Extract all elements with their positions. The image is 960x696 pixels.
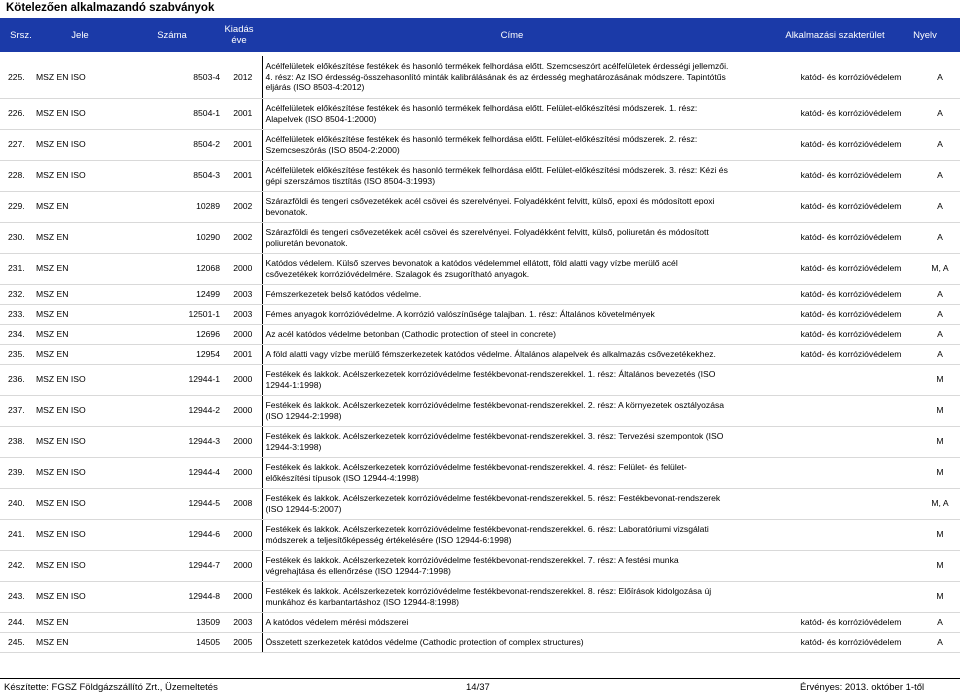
standard-title-line: bevonatok. xyxy=(265,206,308,217)
standard-title-line: Festékek és lakkok. Acélszerkezetek korrózióvédelme festékbevonat-rendszerekkel. 6. rész: Laboratóriumi vizsgálati xyxy=(265,524,709,534)
row-number: 245. xyxy=(0,632,34,652)
language: M, A xyxy=(920,253,960,284)
row-number: 225. xyxy=(0,56,34,98)
standard-number: 8504-3 xyxy=(126,160,224,191)
row-number: 226. xyxy=(0,98,34,129)
release-year: 2003 xyxy=(224,304,262,324)
row-number: 243. xyxy=(0,581,34,612)
language: A xyxy=(920,56,960,98)
application-field xyxy=(782,457,920,488)
table-row xyxy=(0,364,960,395)
standard-title xyxy=(262,344,782,364)
language: M xyxy=(920,395,960,426)
header-kiadas-line1: Kiadás xyxy=(224,24,254,35)
release-year: 2000 xyxy=(224,253,262,284)
standard-title xyxy=(262,395,782,426)
table-row xyxy=(0,581,960,612)
application-field: katód- és korrózióvédelem xyxy=(782,98,920,129)
release-year: 2008 xyxy=(224,488,262,519)
header-srsz: Srsz. xyxy=(10,30,32,41)
standard-code: MSZ EN ISO xyxy=(34,519,126,550)
row-number: 241. xyxy=(0,519,34,550)
table-row xyxy=(0,632,960,652)
application-field: katód- és korrózióvédelem xyxy=(782,344,920,364)
standard-code: MSZ EN ISO xyxy=(34,550,126,581)
header-cim: Címe xyxy=(500,30,524,41)
standard-code: MSZ EN xyxy=(34,222,126,253)
table-row xyxy=(0,612,960,632)
standard-title-line: Az acél katódos védelme betonban (Cathodic protection of steel in concrete) xyxy=(265,328,556,339)
application-field: katód- és korrózióvédelem xyxy=(782,56,920,98)
standard-code: MSZ EN xyxy=(34,191,126,222)
standard-code: MSZ EN ISO xyxy=(34,98,126,129)
standard-title-line: Szemcseszórás (ISO 8504-2:2000) xyxy=(265,144,400,155)
standard-number: 12944-4 xyxy=(126,457,224,488)
standard-title xyxy=(262,304,782,324)
standard-number: 10290 xyxy=(126,222,224,253)
standard-number: 12944-3 xyxy=(126,426,224,457)
footer-divider xyxy=(0,678,960,679)
standard-title-line: Alapelvek (ISO 8504-1:2000) xyxy=(265,113,377,124)
standard-number: 8504-2 xyxy=(126,129,224,160)
language: A xyxy=(920,160,960,191)
language: M, A xyxy=(920,488,960,519)
standard-title-line: (ISO 12944-5:2007) xyxy=(265,503,342,514)
release-year: 2000 xyxy=(224,457,262,488)
footer-author: Készítette: FGSZ Földgázszállító Zrt., Üzemeltetés xyxy=(4,682,218,693)
standard-title xyxy=(262,519,782,550)
standard-code: MSZ EN xyxy=(34,632,126,652)
language: A xyxy=(920,612,960,632)
release-year: 2000 xyxy=(224,426,262,457)
standard-title xyxy=(262,550,782,581)
application-field xyxy=(782,364,920,395)
standard-title-line: Katódos védelem. Külső szerves bevonatok a katódos védelemmel ellátott, föld alatti vagy vízbe merülő acél xyxy=(265,258,678,268)
standard-title-line: 12944-3:1998) xyxy=(265,441,322,452)
application-field: katód- és korrózióvédelem xyxy=(782,160,920,191)
table-row xyxy=(0,457,960,488)
standard-number: 13509 xyxy=(126,612,224,632)
language: M xyxy=(920,519,960,550)
standards-table xyxy=(0,56,960,653)
page-footer xyxy=(0,680,960,694)
standard-code: MSZ EN ISO xyxy=(34,56,126,98)
row-number: 239. xyxy=(0,457,34,488)
table-row xyxy=(0,488,960,519)
release-year: 2001 xyxy=(224,129,262,160)
standard-title-line: poliuretán bevonatok. xyxy=(265,237,348,248)
standard-title xyxy=(262,284,782,304)
page-title: Kötelezően alkalmazandó szabványok xyxy=(6,2,215,14)
standard-title-line: Fémszerkezetek belső katódos védelme. xyxy=(265,288,422,299)
row-number: 227. xyxy=(0,129,34,160)
header-szakterulet: Alkalmazási szakterület xyxy=(785,30,885,41)
row-number: 240. xyxy=(0,488,34,519)
language: A xyxy=(920,284,960,304)
language: A xyxy=(920,324,960,344)
release-year: 2012 xyxy=(224,56,262,98)
standard-title-line: előkészítési típusok (ISO 12944-4:1998) xyxy=(265,472,419,483)
standard-title xyxy=(262,222,782,253)
release-year: 2001 xyxy=(224,160,262,191)
standard-code: MSZ EN xyxy=(34,324,126,344)
table-row xyxy=(0,426,960,457)
table-header xyxy=(0,18,960,52)
table-row xyxy=(0,253,960,284)
table-row xyxy=(0,160,960,191)
table-row xyxy=(0,191,960,222)
release-year: 2000 xyxy=(224,581,262,612)
language: A xyxy=(920,632,960,652)
standard-number: 12944-2 xyxy=(126,395,224,426)
standard-title xyxy=(262,160,782,191)
standard-number: 12944-1 xyxy=(126,364,224,395)
table-row xyxy=(0,56,960,98)
standard-title-line: munkához és karbantartáshoz (ISO 12944-8:1998) xyxy=(265,596,459,607)
application-field xyxy=(782,488,920,519)
application-field xyxy=(782,550,920,581)
standard-title xyxy=(262,56,782,98)
row-number: 228. xyxy=(0,160,34,191)
header-jele: Jele xyxy=(71,30,89,41)
standard-title-line: Festékek és lakkok. Acélszerkezetek korrózióvédelme festékbevonat-rendszerekkel. 1. rész: Általános bevezetés (ISO xyxy=(265,369,716,379)
standard-title xyxy=(262,324,782,344)
standard-code: MSZ EN ISO xyxy=(34,426,126,457)
standard-title-line: (ISO 12944-2:1998) xyxy=(265,410,342,421)
standard-number: 12499 xyxy=(126,284,224,304)
standard-title-line: módszerek a teljesítőképesség értékelésére (ISO 12944-6:1998) xyxy=(265,534,512,545)
standard-title xyxy=(262,632,782,652)
standard-number: 12068 xyxy=(126,253,224,284)
language: M xyxy=(920,426,960,457)
row-number: 230. xyxy=(0,222,34,253)
language: M xyxy=(920,581,960,612)
standard-title xyxy=(262,488,782,519)
table-row xyxy=(0,324,960,344)
standard-code: MSZ EN xyxy=(34,253,126,284)
application-field: katód- és korrózióvédelem xyxy=(782,632,920,652)
standard-number: 12501-1 xyxy=(126,304,224,324)
standard-title-line: csővezetékek korrózióvédelmére. Szalagok és zsugorítható anyagok. xyxy=(265,268,530,279)
release-year: 2000 xyxy=(224,324,262,344)
standard-code: MSZ EN xyxy=(34,304,126,324)
application-field: katód- és korrózióvédelem xyxy=(782,284,920,304)
standard-title xyxy=(262,191,782,222)
standard-code: MSZ EN ISO xyxy=(34,457,126,488)
row-number: 234. xyxy=(0,324,34,344)
standard-code: MSZ EN ISO xyxy=(34,364,126,395)
standard-code: MSZ EN ISO xyxy=(34,160,126,191)
standard-title xyxy=(262,253,782,284)
standard-title xyxy=(262,129,782,160)
language: A xyxy=(920,191,960,222)
language: A xyxy=(920,129,960,160)
release-year: 2001 xyxy=(224,98,262,129)
release-year: 2000 xyxy=(224,550,262,581)
standard-number: 14505 xyxy=(126,632,224,652)
footer-page-number: 14/37 xyxy=(466,682,490,693)
release-year: 2005 xyxy=(224,632,262,652)
standard-number: 12944-5 xyxy=(126,488,224,519)
standard-code: MSZ EN ISO xyxy=(34,129,126,160)
application-field: katód- és korrózióvédelem xyxy=(782,222,920,253)
application-field: katód- és korrózióvédelem xyxy=(782,129,920,160)
standard-number: 10289 xyxy=(126,191,224,222)
row-number: 231. xyxy=(0,253,34,284)
standard-title xyxy=(262,426,782,457)
release-year: 2002 xyxy=(224,191,262,222)
standard-title xyxy=(262,612,782,632)
standard-title-line: gépi szerszámos tisztítás (ISO 8504-3:1993) xyxy=(265,175,436,186)
standard-code: MSZ EN xyxy=(34,284,126,304)
standard-title-line: eljárás (ISO 8503-4:2012) xyxy=(265,82,365,92)
standard-title-line: Festékek és lakkok. Acélszerkezetek korrózióvédelme festékbevonat-rendszerekkel. 7. rész: A festési munka xyxy=(265,555,679,565)
table-row xyxy=(0,519,960,550)
standard-number: 12696 xyxy=(126,324,224,344)
application-field: katód- és korrózióvédelem xyxy=(782,191,920,222)
standard-number: 12944-6 xyxy=(126,519,224,550)
language: M xyxy=(920,457,960,488)
row-number: 238. xyxy=(0,426,34,457)
release-year: 2000 xyxy=(224,364,262,395)
language: M xyxy=(920,550,960,581)
application-field xyxy=(782,426,920,457)
release-year: 2002 xyxy=(224,222,262,253)
table-row xyxy=(0,222,960,253)
table-row xyxy=(0,550,960,581)
header-szama: Száma xyxy=(157,30,187,41)
table-row xyxy=(0,395,960,426)
application-field: katód- és korrózióvédelem xyxy=(782,304,920,324)
release-year: 2003 xyxy=(224,612,262,632)
application-field xyxy=(782,395,920,426)
row-number: 233. xyxy=(0,304,34,324)
standard-title-line: 12944-1:1998) xyxy=(265,379,322,390)
standard-title-line: Fémes anyagok korrózióvédelme. A korrózió valószínűsége talajban. 1. rész: Általános követelmények xyxy=(265,308,655,319)
standard-code: MSZ EN ISO xyxy=(34,488,126,519)
standard-title xyxy=(262,364,782,395)
standard-title xyxy=(262,581,782,612)
table-row xyxy=(0,129,960,160)
standard-number: 12954 xyxy=(126,344,224,364)
release-year: 2000 xyxy=(224,519,262,550)
standard-title-line: Acélfelületek előkészítése festékek és hasonló termékek felhordása előtt. Felület-előkészítési módszerek. 2. rész: xyxy=(265,134,698,144)
standard-number: 12944-8 xyxy=(126,581,224,612)
application-field xyxy=(782,519,920,550)
standard-title-line: A föld alatti vagy vízbe merülő fémszerkezetek katódos védelme. Általános alapelvek és alkalmazás csővezetékekhez. xyxy=(265,348,716,359)
row-number: 244. xyxy=(0,612,34,632)
standard-title-line: A katódos védelem mérési módszerei xyxy=(265,616,409,627)
application-field: katód- és korrózióvédelem xyxy=(782,253,920,284)
standard-code: MSZ EN ISO xyxy=(34,581,126,612)
row-number: 232. xyxy=(0,284,34,304)
standard-title xyxy=(262,98,782,129)
standard-title-line: 4. rész: Az ISO érdesség-összehasonlító minták kalibrálásának és az érdesség meghatározásának módszere. Tapintótűs xyxy=(265,71,726,82)
standard-number: 8504-1 xyxy=(126,98,224,129)
language: A xyxy=(920,344,960,364)
row-number: 236. xyxy=(0,364,34,395)
standard-title-line: Acélfelületek előkészítése festékek és hasonló termékek felhordása előtt. Felület-előkészítési módszerek. 3. rész: Kézi és xyxy=(265,165,728,175)
application-field: katód- és korrózióvédelem xyxy=(782,612,920,632)
standard-title-line: Festékek és lakkok. Acélszerkezetek korrózióvédelme festékbevonat-rendszerekkel. 5. rész: Festékbevonat-rendszerek xyxy=(265,493,721,503)
standard-title-line: Szárazföldi és tengeri csővezetékek acél csövei és szerelvényei. Folyadékként felvitt, külső, poliuretán és módosított xyxy=(265,227,709,237)
standard-title-line: végrehajtása és ellenőrzése (ISO 12944-7:1998) xyxy=(265,565,451,576)
header-kiadas xyxy=(214,24,264,46)
standard-title-line: Összetett szerkezetek katódos védelme (Cathodic protection of complex structures) xyxy=(265,636,584,647)
table-row xyxy=(0,304,960,324)
language: A xyxy=(920,222,960,253)
standard-title-line: Festékek és lakkok. Acélszerkezetek korrózióvédelme festékbevonat-rendszerekkel. 3. rész: Tervezési szempontok (ISO xyxy=(265,431,724,441)
footer-validity: Érvényes: 2013. október 1-től xyxy=(800,682,925,693)
standard-title-line: Acélfelületek előkészítése festékek és hasonló termékek felhordása előtt. Szemcseszórt acélfelületek érdességi jellemzői. xyxy=(265,61,729,71)
standard-title-line: Festékek és lakkok. Acélszerkezetek korrózióvédelme festékbevonat-rendszerekkel. 2. rész: A környezetek osztályozása xyxy=(265,400,725,410)
row-number: 237. xyxy=(0,395,34,426)
standard-number: 8503-4 xyxy=(126,56,224,98)
language: M xyxy=(920,364,960,395)
language: A xyxy=(920,304,960,324)
table-row xyxy=(0,98,960,129)
standard-code: MSZ EN xyxy=(34,612,126,632)
standard-title-line: Szárazföldi és tengeri csővezetékek acél csövei és szerelvényei. Folyadékként felvitt, külső, epoxi és módosított epoxi xyxy=(265,196,715,206)
application-field: katód- és korrózióvédelem xyxy=(782,324,920,344)
header-kiadas-line2: éve xyxy=(231,35,247,46)
release-year: 2003 xyxy=(224,284,262,304)
row-number: 242. xyxy=(0,550,34,581)
row-number: 229. xyxy=(0,191,34,222)
application-field xyxy=(782,581,920,612)
header-nyelv: Nyelv xyxy=(913,30,937,41)
table-row xyxy=(0,284,960,304)
standard-title-line: Festékek és lakkok. Acélszerkezetek korrózióvédelme festékbevonat-rendszerekkel. 8. rész: Előírások kidolgozása új xyxy=(265,586,712,596)
standard-code: MSZ EN ISO xyxy=(34,395,126,426)
standard-code: MSZ EN xyxy=(34,344,126,364)
standard-title xyxy=(262,457,782,488)
release-year: 2000 xyxy=(224,395,262,426)
language: A xyxy=(920,98,960,129)
release-year: 2001 xyxy=(224,344,262,364)
standard-title-line: Festékek és lakkok. Acélszerkezetek korrózióvédelme festékbevonat-rendszerekkel. 4. rész: Felület- és felület- xyxy=(265,462,687,472)
row-number: 235. xyxy=(0,344,34,364)
standard-number: 12944-7 xyxy=(126,550,224,581)
standard-title-line: Acélfelületek előkészítése festékek és hasonló termékek felhordása előtt. Felület-előkészítési módszerek. 1. rész: xyxy=(265,103,698,113)
table-row xyxy=(0,344,960,364)
